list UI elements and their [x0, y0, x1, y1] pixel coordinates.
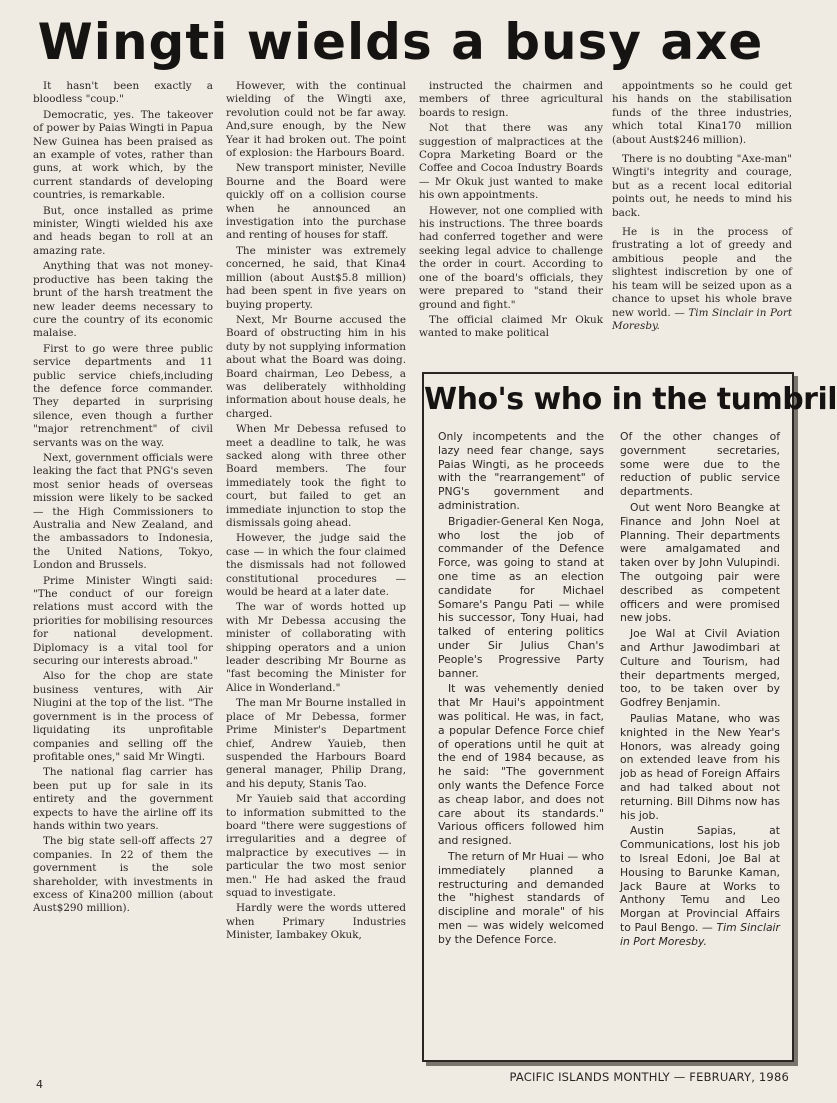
- paragraph: But, once installed as prime minister, Wingti wielded his axe and heads began to roll at an amazing rate.: [33, 204, 213, 257]
- paragraph: Democratic, yes. The takeover of power by Paias Wingti in Papua New Guinea has been praised as an example of votes, rather than guns, at work which, by the current standards of developing countries, is remarkable.: [33, 108, 213, 202]
- paragraph: Also for the chop are state business ventures, with Air Niugini at the top of the list. "The government is in the process of liquidating its unprofitable companies and selling off the profitable ones," said Mr Wingti.: [33, 670, 213, 763]
- paragraph: Only incompetents and the lazy need fear change, says Paias Wingti, as he proceeds with the "rearrangement" of PNG's government and administration.: [438, 430, 604, 512]
- paragraph: The big state sell-off affects 27 companies. In 22 of them the government is the sole shareholder, with investments in excess of Kina200 million (about Aust$290 million).: [33, 835, 213, 915]
- sidebar-column-1: [438, 430, 604, 1050]
- paragraph: The return of Mr Huai — who immediately planned a restructuring and demanded the "highest standards of discipline and morale" of his men — was widely welcomed by the Defence Force.: [438, 849, 604, 946]
- paragraph: Anything that was not money-productive has been taking the brunt of the harsh treatment the new leader deems necessary to cure the country of its economic malaise.: [33, 260, 213, 340]
- paragraph: However, not one complied with his instructions. The three boards had conferred together and were seeking legal advice to challenge the order in court. According to one of the board's officials, they were prepared to "stand their ground and fight.": [419, 204, 603, 311]
- sidebar-box: [422, 372, 837, 1062]
- paragraph: Joe Wal at Civil Aviation and Arthur Jawodimbari at Culture and Tourism, had their departments merged, too, to be taken over by Godfrey Benjamin.: [620, 627, 780, 710]
- paragraph: Hardly were the words uttered when Primary Industries Minister, Iambakey Okuk,: [226, 902, 406, 942]
- article-byline: — Tim Sinclair in Port Moresby.: [612, 306, 792, 332]
- paragraph: appointments so he could get his hands on the stabilisation funds of the three industries, which total Kina170 million (about Aust$246 million).: [612, 80, 792, 146]
- paragraph: When Mr Debessa refused to meet a deadline to talk, he was sacked along with three other Board members. The four immediately took the fight to court, but failed to get an immediate injunction to stop the dismissals going ahead.: [226, 423, 406, 529]
- paragraph-text: He is in the process of frustrating a lot of greedy and ambitious people and the slightest indiscretion by one of his team will be seized upon as a chance to upset his whole brave new world.: [612, 226, 792, 319]
- paragraph: The man Mr Bourne installed in place of Mr Debessa, former Prime Minister's Department chief, Andrew Yauieb, then suspended the Harbours Board general manager, Philip Drang, and his deputy, Stanis Tao.: [226, 697, 406, 790]
- paragraph: However, the judge said the case — in which the four claimed the dismissals had not followed constitutional procedures — would be heard at a later date.: [226, 532, 406, 599]
- paragraph: Not that there was any suggestion of malpractices at the Copra Marketing Board or the Coffee and Cocoa Industry Boards — Mr Okuk just wanted to make his own appointments.: [419, 122, 603, 202]
- paragraph: [620, 824, 780, 948]
- paragraph: Prime Minister Wingti said: "The conduct of our foreign relations must accord with the priorities for mobilising resources for national development. Diplomacy is a vital tool for securing our interests abroad.": [33, 574, 213, 668]
- paragraph: The minister was extremely concerned, he said, that Kina4 million (about Aust$5.8 million) had been spent in five years on buying property.: [226, 244, 406, 311]
- paragraph: Of the other changes of government secretaries, some were due to the reduction of public service departments.: [620, 430, 780, 499]
- paragraph: Next, Mr Bourne accused the Board of obstructing him in his duty by not supplying information about what the Board was doing. Board chairman, Leo Debess, a was deliberately withholding information about house deals, he charged.: [226, 313, 406, 420]
- page-number: 4: [36, 1078, 43, 1091]
- paragraph: First to go were three public service departments and 11 public service chiefs,including the defence force commander. They departed in surprising silence, even though a further "major retrenchment" of civil servants was on the way.: [33, 342, 213, 449]
- paragraph: The official claimed Mr Okuk wanted to make political: [419, 313, 603, 340]
- paragraph: Mr Yauieb said that according to information submitted to the board "there were suggestions of irregularities and a degree of malpractice by executives — in particular the two most senior men." He had asked the fraud squad to investigate.: [226, 793, 406, 899]
- paragraph: It was vehemently denied that Mr Haui's appointment was political. He was, in fact, a popular Defence Force chief of operations until he quit at the end of 1984 because, as he said: "The government only wants the Defence Force as cheap labor, and does not care about its standards." Various officers followed him and resigned.: [438, 682, 604, 848]
- publication-footer: PACIFIC ISLANDS MONTHLY — FEBRUARY, 1986: [509, 1070, 789, 1084]
- sidebar-title: Who's who in the tumbril: [424, 382, 837, 417]
- article-column-3: [419, 80, 603, 362]
- headline: Wingti wields a busy axe: [37, 13, 764, 71]
- paragraph-text: Austin Sapias, at Communications, lost his job to Isreal Edoni, Joe Bal at Housing to Barunke Kaman, Jack Baure at Works to Anthony Temu and Leo Morgan at Provincial Affairs to Paul Bengo.: [620, 824, 780, 934]
- sidebar-column-2: [620, 430, 780, 1050]
- paragraph: However, with the continual wielding of the Wingti axe, revolution could not be far away. And,sure enough, by the New Year it had broken out. The point of explosion: the Harbours Board.: [226, 80, 406, 160]
- paragraph: Next, government officials were leaking the fact that PNG's seven most senior heads of overseas mission were likely to be sacked — the High Commissioners to Australia and New Zealand, and the ambassadors to Indonesia, the United Nations, Tokyo, London and Brussels.: [33, 451, 213, 572]
- paragraph: There is no doubting "Axe-man" Wingti's integrity and courage, but as a recent local editorial points out, he needs to mind his back.: [612, 153, 792, 219]
- paragraph: It hasn't been exactly a bloodless "coup.": [33, 80, 213, 106]
- paragraph: New transport minister, Neville Bourne and the Board were quickly off on a collision course when he announced an investigation into the purchase and renting of houses for staff.: [226, 162, 406, 242]
- article-column-4: [612, 80, 792, 362]
- sidebar-byline: — Tim Sinclair in Port Moresby.: [620, 920, 780, 948]
- paragraph: Brigadier-General Ken Noga, who lost the job of commander of the Defence Force, was going to stand at one time as an election candidate for Michael Somare's Pangu Pati — while his successor, Tony Huai, had talked of entering politics under Sir Julius Chan's People's Progressive Party banner.: [438, 514, 604, 680]
- article-column-1: [33, 80, 213, 1070]
- paragraph: The national flag carrier has been put up for sale in its entirety and the government expects to have the airline off its hands within two years.: [33, 766, 213, 832]
- paragraph: Out went Noro Beangke at Finance and John Noel at Planning. Their departments were amalgamated and taken over by John Vulupindi. The outgoing pair were described as competent officers and were promised new jobs.: [620, 500, 780, 625]
- paragraph: instructed the chairmen and members of three agricultural boards to resign.: [419, 80, 603, 119]
- article-column-2: [226, 80, 406, 1070]
- paragraph: [612, 226, 792, 333]
- paragraph: The war of words hotted up with Mr Debessa accusing the minister of collaborating with shipping operators and a union leader describing Mr Bourne as "fast becoming the Minister for Alice in Wonderland.": [226, 601, 406, 694]
- paragraph: Paulias Matane, who was knighted in the New Year's Honors, was already going on extended leave from his job as head of Foreign Affairs and had talked about not returning. Bill Dihms now has his job.: [620, 711, 780, 822]
